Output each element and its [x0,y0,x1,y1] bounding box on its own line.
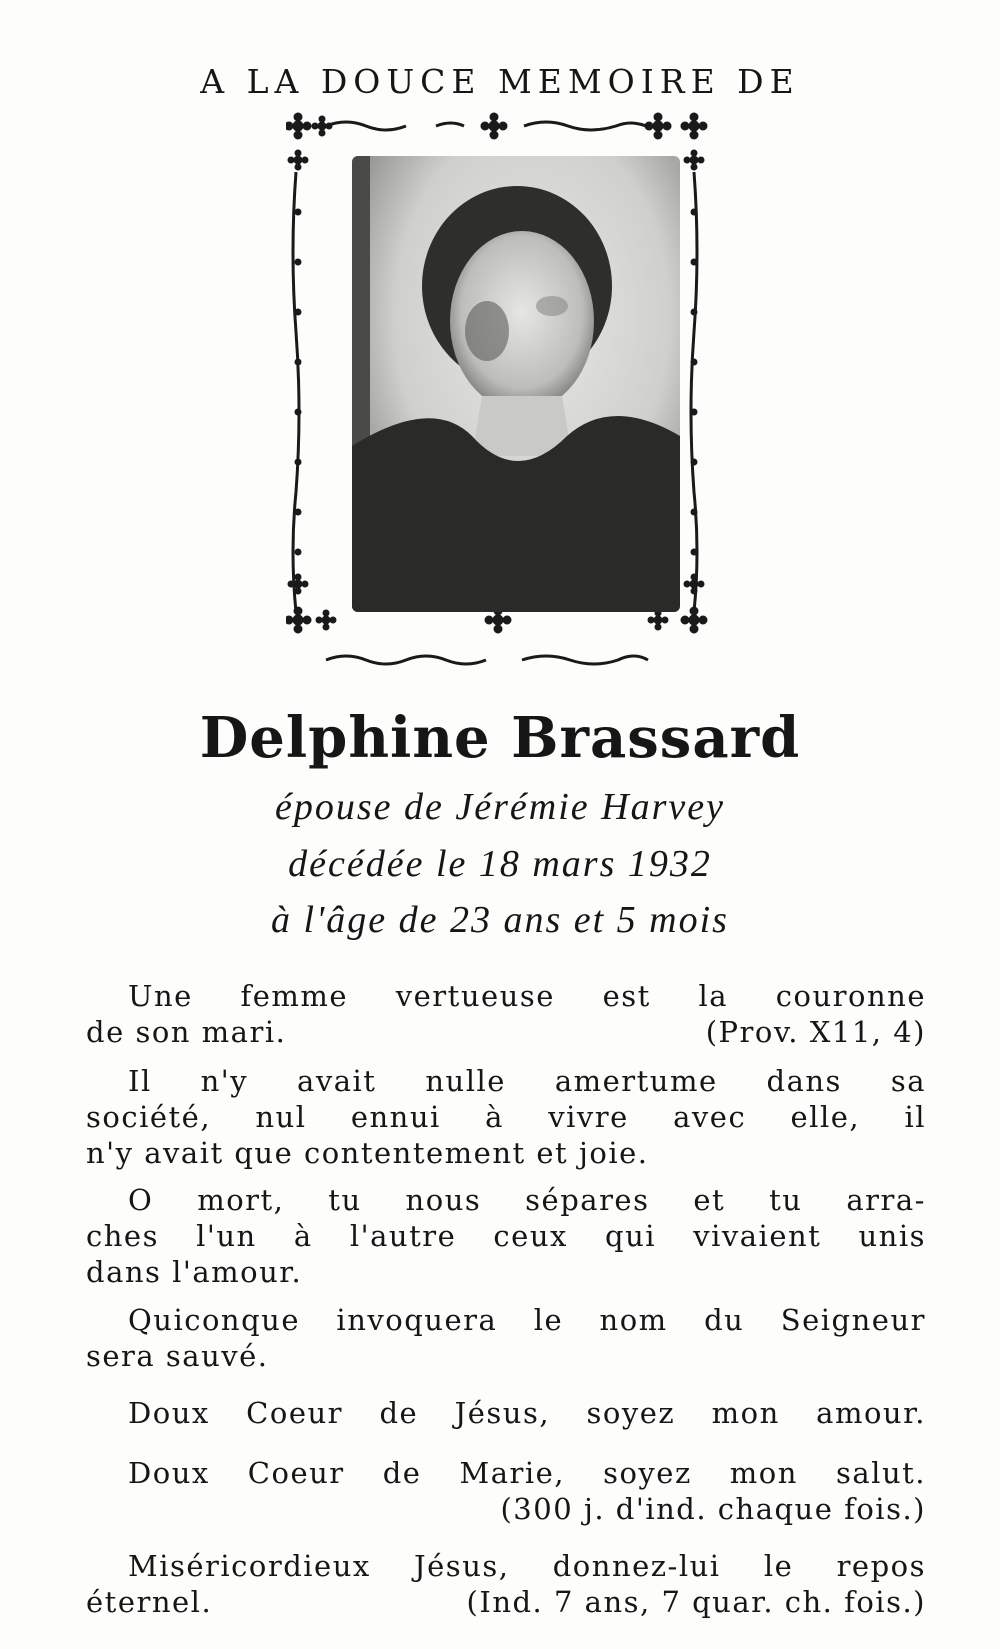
paragraph-proverb [86,978,926,1050]
paragraph-line: sera sauvé. [86,1339,269,1373]
paragraph-line: Doux Coeur de Marie, soyez mon salut. [128,1456,926,1490]
scripture-reference: (Prov. X11, 4) [705,1015,926,1049]
paragraph-invocation [86,1302,926,1374]
paragraph-line: Une femme vertueuse est la couronne [128,979,926,1013]
portrait-photo [352,156,680,612]
prayer-jesus [86,1395,926,1431]
paragraph-line-with-ref: éternel. (Ind. 7 ans, 7 quar. ch. fois.) [86,1585,926,1619]
paragraph-line: n'y avait que contentement et joie. [86,1136,649,1170]
deceased-name: Delphine Brassard [199,705,801,771]
paragraph-death [86,1182,926,1290]
paragraph-line: Doux Coeur de Jésus, soyez mon amour. [128,1396,926,1430]
age-line: à l'âge de 23 ans et 5 mois [271,899,729,941]
paragraph-line: Il n'y avait nulle amertume dans sa [128,1064,926,1098]
prayer-rest [86,1548,926,1620]
portrait-woman-icon [352,156,680,612]
paragraph-line: société, nul ennui à vivre avec elle, il [86,1100,926,1134]
indulgence-reference: (300 j. d'ind. chaque fois.) [500,1492,926,1526]
paragraph-line: Quiconque invoquera le nom du Seigneur [128,1303,926,1337]
paragraph-society [86,1063,926,1171]
paragraph-line: O mort, tu nous sépares et tu arra- [128,1183,926,1217]
spouse-line: épouse de Jérémie Harvey [275,786,725,828]
death-date-line: décédée le 18 mars 1932 [288,843,712,885]
paragraph-line: ches l'un à l'autre ceux qui vivaient unis [86,1219,926,1253]
indulgence-reference: (Ind. 7 ans, 7 quar. ch. fois.) [466,1585,926,1619]
header-dedication: A LA DOUCE MEMOIRE DE [200,62,800,101]
paragraph-line: dans l'amour. [86,1255,303,1289]
paragraph-line-with-ref: de son mari. (Prov. X11, 4) [86,1015,926,1049]
prayer-marie [86,1455,926,1527]
paragraph-line: Miséricordieux Jésus, donnez-lui le repos [128,1549,926,1583]
